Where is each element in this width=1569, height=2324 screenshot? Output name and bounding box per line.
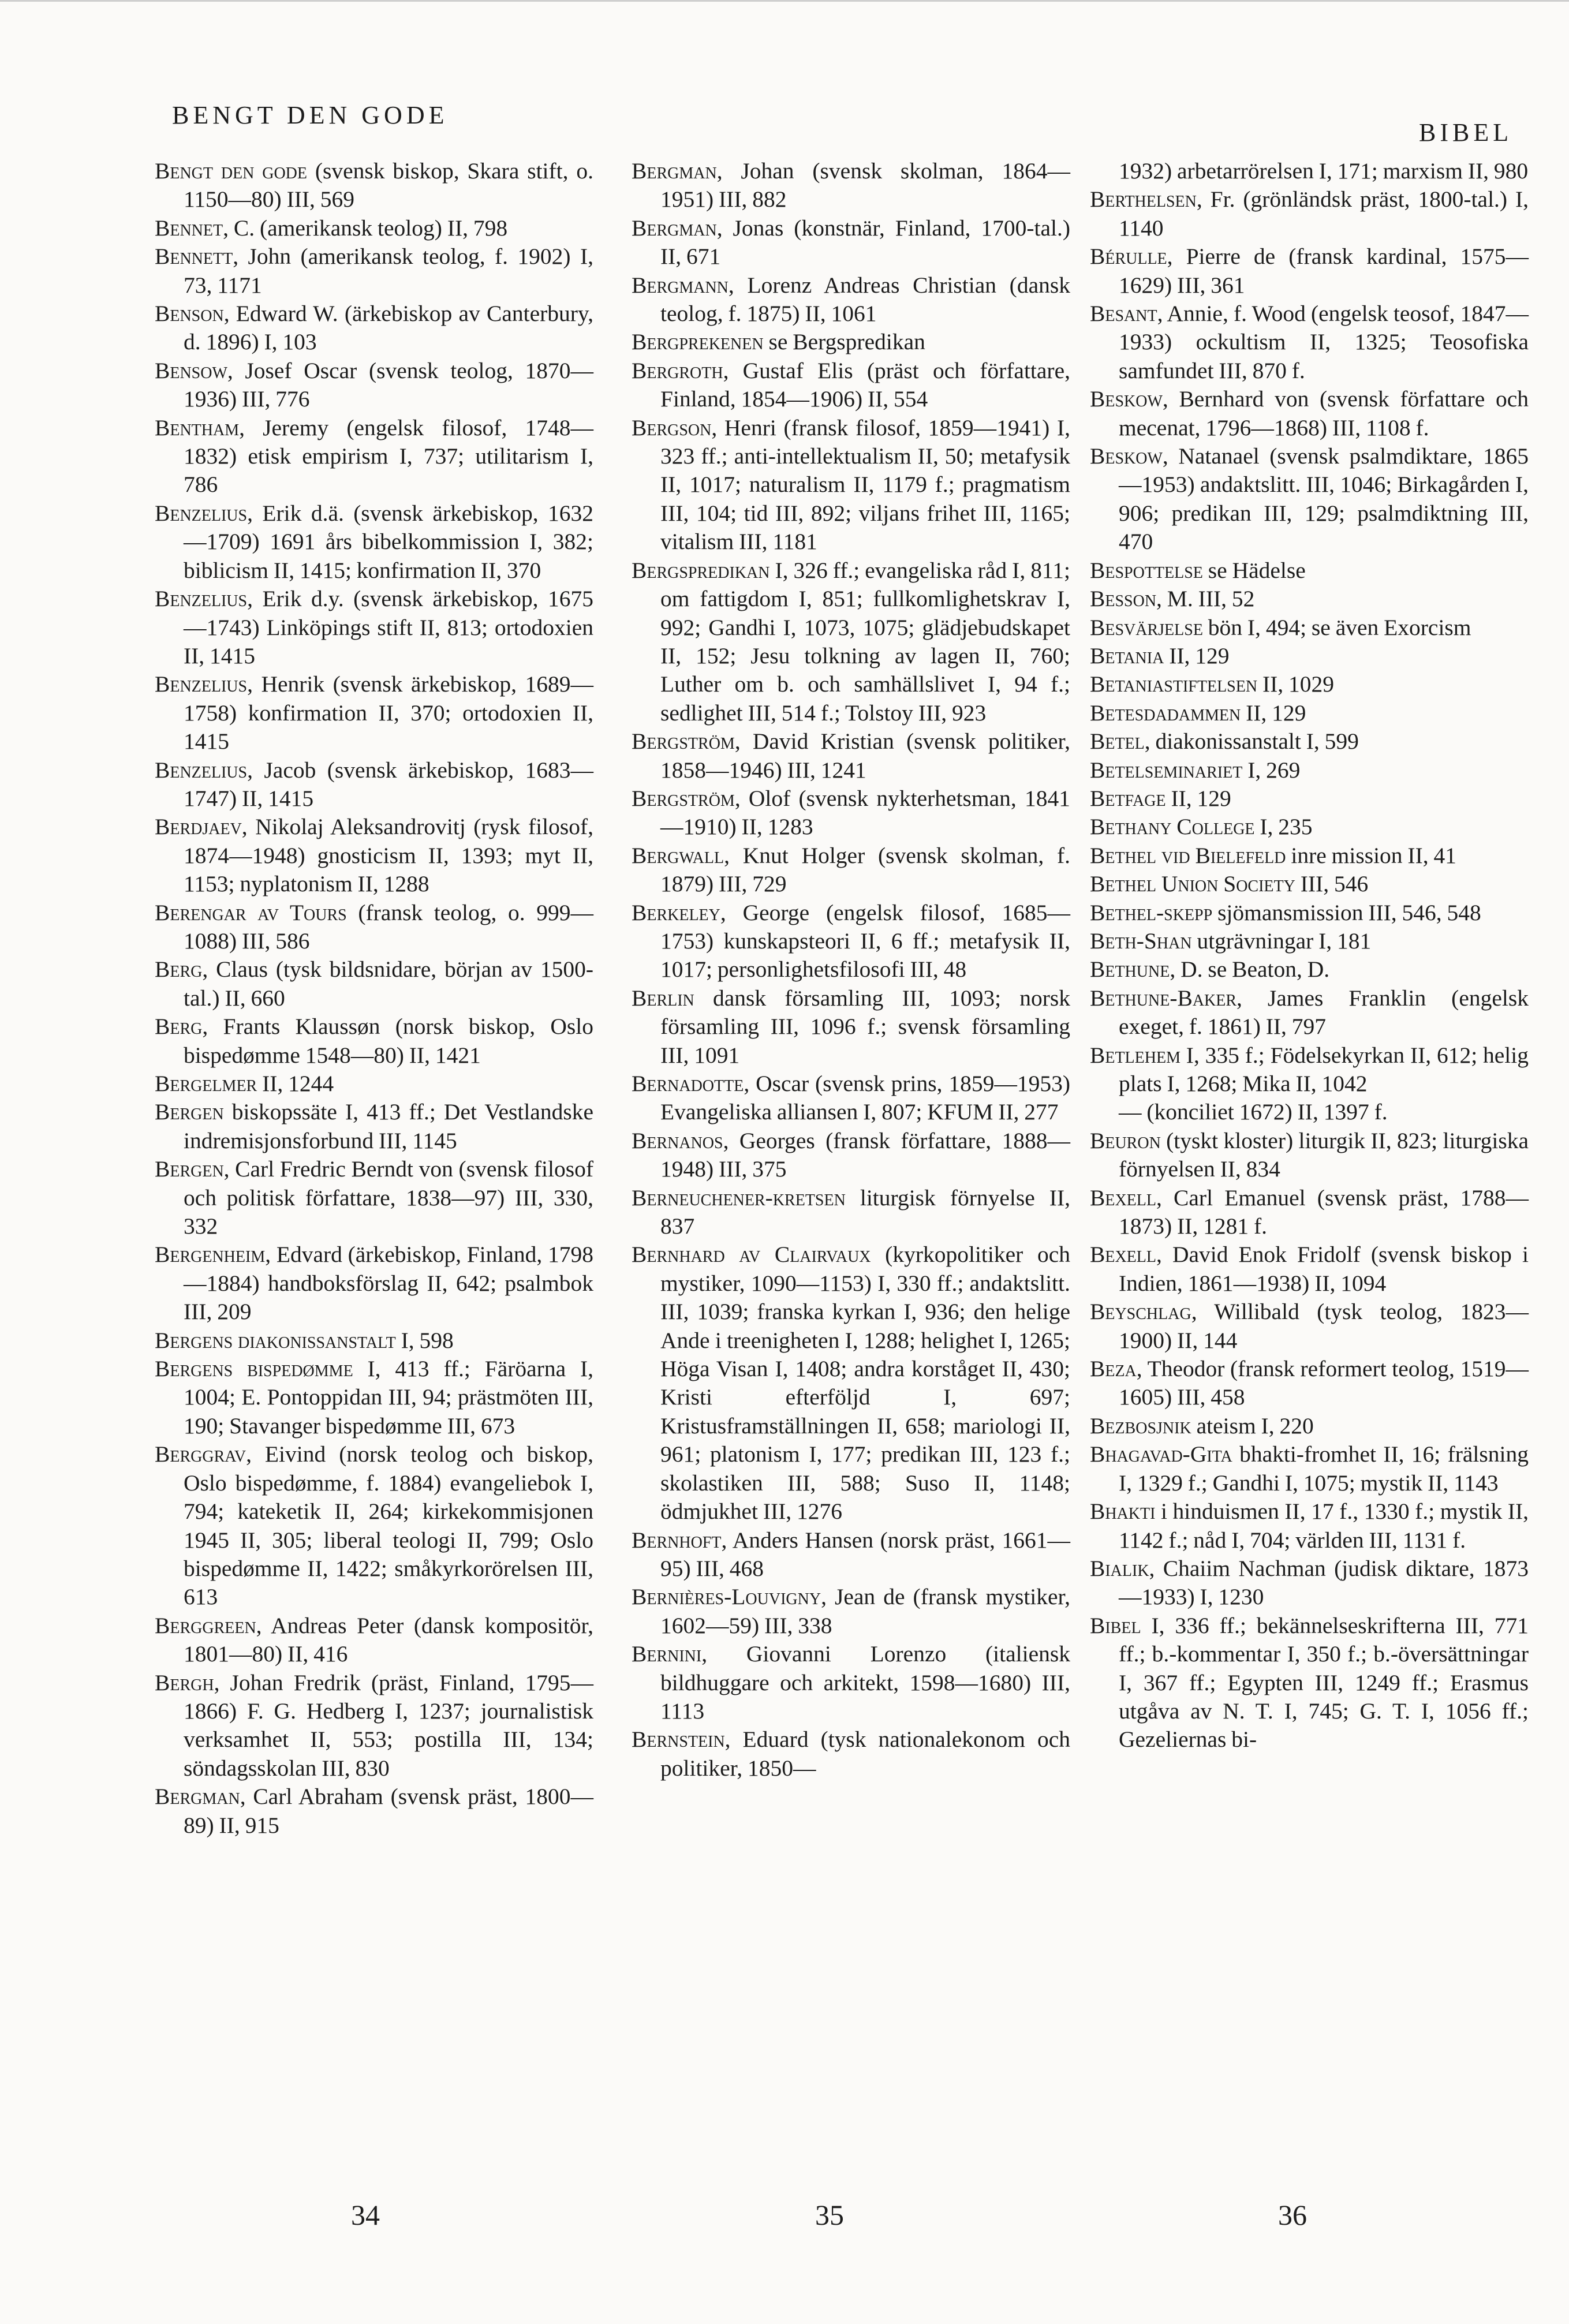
index-entry [1090,1355,1529,1412]
entry-headword: Berggrav [155,1441,246,1467]
index-entry [632,984,1070,1070]
entry-headword: Bialik [1090,1555,1149,1581]
entry-headword: Bernières-Louvigny [632,1584,821,1610]
index-entry [1090,699,1529,727]
index-entry [1090,1412,1529,1440]
entry-text: , Oscar (svensk prins, 1859—1953) Evangeliska alliansen I, 807; KFUM II, 277 [660,1071,1070,1125]
entry-text: (tyskt kloster) liturgik II, 823; liturgiska förnyelsen II, 834 [1119,1127,1529,1182]
entry-text: bön I, 494; se även Exorcism [1202,614,1471,640]
entry-headword: Bhagavad-Gita [1090,1441,1232,1467]
entry-text: , Jean de (fransk mystiker, 1602—59) III, 338 [660,1584,1070,1638]
entry-headword: Bengt den gode [155,158,307,184]
entry-text: II, 129 [1165,785,1231,811]
index-entry [632,1583,1070,1640]
entry-text: , diakonissanstalt I, 599 [1144,728,1359,754]
entry-headword: Besson [1090,586,1157,612]
entry-headword: Bergman [632,215,717,241]
entry-text: , Andreas Peter (dansk kompositör, 1801—80) II, 416 [184,1612,593,1667]
index-entry [632,556,1070,727]
index-entry [155,300,593,357]
entry-text: biskopssäte I, 413 ff.; Det Vestlandske indremisjonsforbund III, 1145 [184,1099,593,1153]
entry-text: , Frants Klaussøn (norsk biskop, Oslo bispedømme 1548—80) II, 1421 [184,1014,593,1068]
entry-text: , Pierre de (fransk kardinal, 1575—1629) III, 361 [1119,244,1529,298]
entry-text: , Jeremy (engelsk filosof, 1748—1832) etisk empirism I, 737; utilitarism I, 786 [184,414,593,498]
entry-headword: Bexell [1090,1242,1156,1268]
entry-headword: Bennett [155,244,233,270]
index-entry [632,328,1070,356]
index-entry [155,670,593,756]
entry-headword: Beuron [1090,1127,1161,1153]
index-entry [155,585,593,670]
entry-headword: Bergman [155,1784,240,1810]
entry-headword: Benzelius [155,671,248,697]
index-entry [155,899,593,956]
entry-headword: Bergelmer [155,1071,257,1096]
entry-headword: Beth-Shan [1090,928,1192,954]
entry-text: inre mission II, 41 [1286,842,1456,868]
entry-text: , Willibald (tysk teolog, 1823—1900) II, 144 [1119,1299,1529,1353]
entry-text: , Eivind (norsk teolog och biskop, Oslo bispedømme, f. 1884) evangeliebok I, 794; kateketik II, 264; kirkekommisjonen 1945 II, 305; liberal teologi II, 799; Oslo bispedømme II, 1422; småkyrkorörelsen III, 613 [184,1441,593,1610]
entry-text: , Carl Fredric Berndt von (svensk filosof och politisk författare, 1838—97) III, 330, 332 [184,1156,593,1239]
entry-headword: Bernhoft [632,1527,722,1553]
index-entry [155,1612,593,1669]
entry-text: , Henrik (svensk ärkebiskop, 1689—1758) konfirmation II, 370; ortodoxien II, 1415 [184,671,593,754]
entry-text: ateism I, 220 [1191,1413,1314,1439]
index-entry [155,813,593,898]
index-column-1 [155,157,593,1840]
index-column-2 [632,157,1070,1783]
index-entry [155,1327,593,1355]
entry-text: se Hädelse [1202,557,1306,583]
entry-headword: Bibel [1090,1612,1141,1638]
page-top-rule [0,0,1569,2]
index-entry [155,1669,593,1783]
entry-headword: Bernanos [632,1127,723,1153]
index-entry [1090,899,1529,927]
entry-text: , Carl Abraham (svensk präst, 1800—89) II, 915 [184,1784,593,1838]
entry-text: I, 269 [1242,757,1301,783]
entry-headword: Bernhard av Clairvaux [632,1242,871,1268]
index-entry [155,414,593,499]
page-number-left: 34 [351,2199,380,2231]
index-entry [1090,984,1529,1041]
entry-headword: Bergström [632,785,735,811]
entry-text: , Claus (tysk bildsnidare, början av 1500-tal.) II, 660 [184,956,593,1011]
entry-headword: Bergspredikan [632,557,770,583]
entry-text: , Chaiim Nachman (judisk diktare, 1873—1933) I, 1230 [1119,1555,1529,1610]
index-entry [1090,756,1529,784]
index-entry [155,955,593,1012]
index-entry [632,214,1070,271]
entry-headword: Bérulle [1090,244,1167,270]
entry-headword: Besant [1090,301,1157,327]
entry-headword: Bergson [632,414,712,440]
index-entry [632,271,1070,328]
entry-text: sjömansmission III, 546, 548 [1212,899,1481,925]
entry-headword: Bergroth [632,357,723,383]
index-entry [155,157,593,214]
entry-headword: Bergen [155,1156,224,1182]
index-entry [1090,784,1529,813]
index-entry [1090,1127,1529,1184]
entry-headword: Benson [155,301,224,327]
index-entry [632,1241,1070,1526]
index-entry [155,1355,593,1440]
entry-text: , Lorenz Andreas Christian (dansk teolog, f. 1875) II, 1061 [660,272,1070,327]
entry-text: , George (engelsk filosof, 1685—1753) kunskapsteori II, 6 ff.; metafysik II, 1017; personlighetsfilosofi III, 48 [660,899,1070,982]
index-entry [155,1012,593,1070]
index-entry [632,784,1070,842]
entry-headword: Bergens diakonissanstalt [155,1327,396,1353]
entry-text: , Olof (svensk nykterhetsman, 1841—1910) II, 1283 [660,785,1070,840]
entry-headword: Berggreen [155,1612,256,1638]
entry-headword: Berdjaev [155,814,242,840]
entry-headword: Besvärjelse [1090,614,1203,640]
entry-text: , Bernhard von (svensk författare och mecenat, 1796—1868) III, 1108 f. [1119,386,1529,440]
entry-headword: Beza [1090,1356,1137,1382]
entry-headword: Beskow [1090,386,1163,412]
entry-text: , Nikolaj Aleksandrovitj (rysk filosof, 1874—1948) gnosticism II, 1393; myt II, 1153; nyplatonism II, 1288 [184,814,593,897]
index-entry [1090,1184,1529,1241]
entry-headword: Betlehem [1090,1042,1181,1068]
entry-text: , Giovanni Lorenzo (italiensk bildhuggare och arkitekt, 1598—1680) III, 1113 [660,1641,1070,1724]
entry-headword: Bespottelse [1090,557,1203,583]
entry-headword: Bensow [155,357,227,383]
index-entry [1090,1298,1529,1355]
index-entry [155,1241,593,1326]
index-entry [1090,1555,1529,1612]
entry-text: I, 335 f.; Födelsekyrkan II, 612; helig plats I, 1268; Mika II, 1042 [1119,1042,1529,1096]
entry-headword: Betfage [1090,785,1166,811]
index-entry [632,727,1070,784]
index-entry [155,357,593,414]
index-entry [155,1155,593,1241]
entry-headword: Berneuchener-kretsen [632,1185,846,1210]
entry-headword: Bethel-skepp [1090,899,1213,925]
entry-text: , Johan Fredrik (präst, Finland, 1795—1866) F. G. Hedberg I, 1237; journalistisk verksamhet II, 553; postilla III, 134; söndagsskolan III, 830 [184,1669,593,1781]
running-head-left: BENGT DEN GODE [172,101,449,129]
entry-text: , Georges (fransk författare, 1888—1948) III, 375 [660,1127,1070,1182]
entry-headword: Bergwall [632,842,724,868]
index-entry [1090,1241,1529,1298]
entry-text: , David Kristian (svensk politiker, 1858—1946) III, 1241 [660,728,1070,783]
entry-text: , David Enok Fridolf (svensk biskop i Indien, 1861—1938) II, 1094 [1119,1242,1529,1296]
index-entry [632,1127,1070,1184]
entry-headword: Bergens bispedømme [155,1356,353,1382]
entry-text: , Josef Oscar (svensk teolog, 1870—1936) III, 776 [184,357,593,412]
entry-text: II, 1029 [1257,671,1335,697]
entry-headword: Berlin [632,985,694,1011]
entry-text: I, 235 [1254,814,1313,840]
entry-headword: Bernadotte [632,1071,744,1096]
index-entry [632,1184,1070,1241]
index-entry [155,499,593,585]
index-entry [1090,1098,1529,1126]
index-entry [1090,614,1529,642]
entry-headword: Betel [1090,728,1145,754]
entry-headword: Bethany College [1090,814,1255,840]
entry-headword: Berg [155,1014,203,1040]
entry-headword: Bergenheim [155,1242,266,1268]
entry-text: , M. III, 52 [1156,586,1255,612]
entry-headword: Beyschlag [1090,1299,1191,1325]
entry-headword: Bernini [632,1641,702,1667]
entry-headword: Bethune [1090,956,1170,982]
entry-headword: Bezbosjnik [1090,1413,1191,1439]
entry-text: II, 1244 [257,1071,334,1096]
entry-text: (kyrkopolitiker och mystiker, 1090—1153) I, 330 ff.; andaktslitt. III, 1039; franska kyrkan I, 936; den helige Ande i treenigheten I, 1288; helighet I, 1265; Höga Visan I, 1408; andra korståget II, 430; Kristi efterföljd I, 697; Kristusframställningen II, 658; mariologi II, 961; platonism I, 177; predikan III, 123 f.; skolastiken III, 588; Suso II, 1148; ödmjukhet III, 1276 [660,1242,1070,1525]
index-entry [1090,1612,1529,1754]
entry-text: liturgisk förnyelse II, 837 [660,1185,1070,1239]
entry-text: dansk församling III, 1093; norsk församling III, 1096 f.; svensk församling III, 1091 [660,985,1070,1068]
index-entry [155,756,593,813]
entry-text: I, 326 ff.; evangeliska råd I, 811; om fattigdom I, 851; fullkomlighetskrav I, 992; Gandhi I, 1073, 1075; glädjebudskapet II, 152; Jesu tolkning av lagen II, 760; Luther om b. och samhällslivet I, 94 f.; sedlighet III, 514 f.; Tolstoy III, 923 [660,557,1070,726]
entry-text: I, 413 ff.; Färöarna I, 1004; E. Pontoppidan III, 94; prästmöten III, 190; Stavanger bispedømme III, 673 [184,1356,593,1439]
running-head-right: BIBEL [1419,118,1513,147]
index-entry [1090,185,1529,242]
entry-headword: Bethel Union Society [1090,871,1295,897]
entry-text: , Gustaf Elis (präst och författare, Finland, 1854—1906) II, 554 [660,357,1070,412]
entry-headword: Benzelius [155,757,248,783]
entry-text: (svensk biskop, Skara stift, o. 1150—80) III, 569 [184,158,593,212]
entry-headword: Bentham [155,414,240,440]
entry-headword: Betesdadammen [1090,700,1241,726]
index-entry [1090,242,1529,300]
index-entry [632,1070,1070,1127]
entry-text: , Carl Emanuel (svensk präst, 1788—1873) II, 1281 f. [1119,1185,1529,1239]
entry-text: III, 546 [1295,871,1369,897]
entry-text: , Edvard (ärkebiskop, Finland, 1798—1884) handboksförslag II, 642; psalmbok III, 209 [184,1242,593,1325]
index-entry [1090,585,1529,613]
entry-headword: Bethune-Baker [1090,985,1237,1011]
entry-text: , Erik d.ä. (svensk ärkebiskop, 1632—1709) 1691 års bibelkommission I, 382; biblicism II, 1415; konfirmation II, 370 [184,500,593,583]
entry-text: I, 336 ff.; bekännelseskrifterna III, 771 ff.; b.-kommentar I, 350 f.; b.-översättningar I, 367 ff.; Egypten III, 1249 ff.; Erasmus utgåva av N. T. I, 745; G. T. I, 1056 ff.; Gezeliernas bi- [1119,1612,1529,1753]
entry-headword: Betelseminariet [1090,757,1243,783]
index-entry [632,414,1070,556]
index-entry [1090,157,1529,185]
index-entry [1090,1440,1529,1497]
entry-text: , Jonas (konstnär, Finland, 1700-tal.) II, 671 [660,215,1070,270]
entry-headword: Bergh [155,1669,214,1695]
index-entry [1090,842,1529,870]
entry-text: utgrävningar I, 181 [1191,928,1372,954]
entry-headword: Benzelius [155,500,248,526]
entry-headword: Bhakti [1090,1499,1156,1525]
page-number-right: 36 [1278,2199,1307,2231]
entry-text: , Knut Holger (svensk skolman, f. 1879) III, 729 [660,842,1070,897]
entry-headword: Bergprekenen [632,329,764,355]
index-entry [155,1440,593,1611]
entry-headword: Betaniastiftelsen [1090,671,1258,697]
index-entry [1090,300,1529,385]
entry-text: I, 598 [395,1327,454,1353]
entry-headword: Bergström [632,728,735,754]
entry-text: bhakti-fromhet II, 16; frälsning I, 1329 f.; Gandhi I, 1075; mystik II, 1143 [1119,1441,1529,1496]
entry-text: , Eduard (tysk nationalekonom och politiker, 1850— [660,1727,1070,1781]
index-entry [1090,813,1529,841]
entry-headword: Bexell [1090,1185,1156,1210]
entry-text: se Bergspredikan [763,329,925,355]
entry-text: , Johan (svensk skolman, 1864—1951) III, 882 [660,158,1070,212]
entry-text: , James Franklin (engelsk exeget, f. 1861) II, 797 [1119,985,1529,1040]
index-entry [1090,556,1529,585]
entry-headword: Bernstein [632,1727,725,1753]
index-entry [632,1526,1070,1583]
entry-text: 1932) arbetarrörelsen I, 171; marxism II, 980 [1119,158,1529,184]
entry-text: II, 129 [1241,700,1306,726]
entry-text: , Edward W. (ärkebiskop av Canterbury, d. 1896) I, 103 [184,301,593,355]
index-entry [155,1783,593,1840]
index-entry [1090,870,1529,898]
entry-text: , Jacob (svensk ärkebiskop, 1683—1747) II, 1415 [184,757,593,811]
entry-text: , Annie, f. Wood (engelsk teosof, 1847—1933) ockultism II, 1325; Teosofiska samfundet III, 870 f. [1119,301,1529,383]
entry-text: , Theodor (fransk reformert teolog, 1519—1605) III, 458 [1119,1356,1529,1410]
page-number-middle: 35 [815,2199,844,2231]
index-entry [155,242,593,300]
entry-text: , Anders Hansen (norsk präst, 1661—95) III, 468 [660,1527,1070,1581]
index-column-3 [1090,157,1529,1754]
index-entry [155,214,593,242]
entry-headword: Bergmann [632,272,729,298]
entry-text: , C. (amerikansk teolog) II, 798 [223,215,508,241]
entry-text: , Henri (fransk filosof, 1859—1941) I, 323 ff.; anti-intellektualism II, 50; metafysik II, 1017; naturalism II, 1179 f.; pragmatism III, 104; tid III, 892; viljans frihet III, 1165; vitalism III, 1181 [660,414,1070,555]
entry-headword: Benzelius [155,586,248,612]
index-entry [632,842,1070,899]
entry-text: , Fr. (grönländsk präst, 1800-tal.) I, 1140 [1119,186,1529,241]
entry-text: , D. se Beaton, D. [1170,956,1330,982]
index-entry [1090,1041,1529,1099]
entry-text: , Erik d.y. (svensk ärkebiskop, 1675—1743) Linköpings stift II, 813; ortodoxien II, 1415 [184,586,593,668]
entry-headword: Bethel vid Bielefeld [1090,842,1286,868]
entry-headword: Bennet [155,215,223,241]
index-entry [1090,727,1529,756]
entry-text: i hinduismen II, 17 f., 1330 f.; mystik II, 1142 f.; nåd I, 704; världen III, 1131 f. [1119,1499,1529,1553]
entry-headword: Berg [155,956,203,982]
index-entry [1090,927,1529,955]
entry-headword: Bergman [632,158,717,184]
entry-headword: Berthelsen [1090,186,1197,212]
entry-text: , John (amerikansk teolog, f. 1902) I, 73, 1171 [184,244,593,298]
entry-headword: Bergen [155,1099,224,1125]
index-entry [1090,955,1529,984]
index-entry [632,1640,1070,1725]
index-entry [1090,670,1529,698]
entry-text: — (konciliet 1672) II, 1397 f. [1119,1099,1388,1125]
entry-text: II, 129 [1164,642,1230,668]
index-entry [632,357,1070,414]
index-entry [632,899,1070,984]
index-entry [155,1098,593,1155]
index-entry [1090,442,1529,556]
entry-headword: Beskow [1090,443,1163,469]
index-entry [632,1725,1070,1783]
entry-headword: Berengar av Tours [155,899,347,925]
index-entry [1090,642,1529,670]
entry-headword: Betania [1090,642,1164,668]
entry-headword: Berkeley [632,899,720,925]
index-entry [632,157,1070,214]
entry-text: (fransk teolog, o. 999—1088) III, 586 [184,899,593,954]
index-entry [1090,385,1529,442]
index-entry [155,1070,593,1098]
entry-text: , Natanael (svensk psalmdiktare, 1865—1953) andaktslitt. III, 1046; Birkagården I, 906; predikan III, 129; psalmdiktning III, 470 [1119,443,1529,555]
index-entry [1090,1497,1529,1555]
